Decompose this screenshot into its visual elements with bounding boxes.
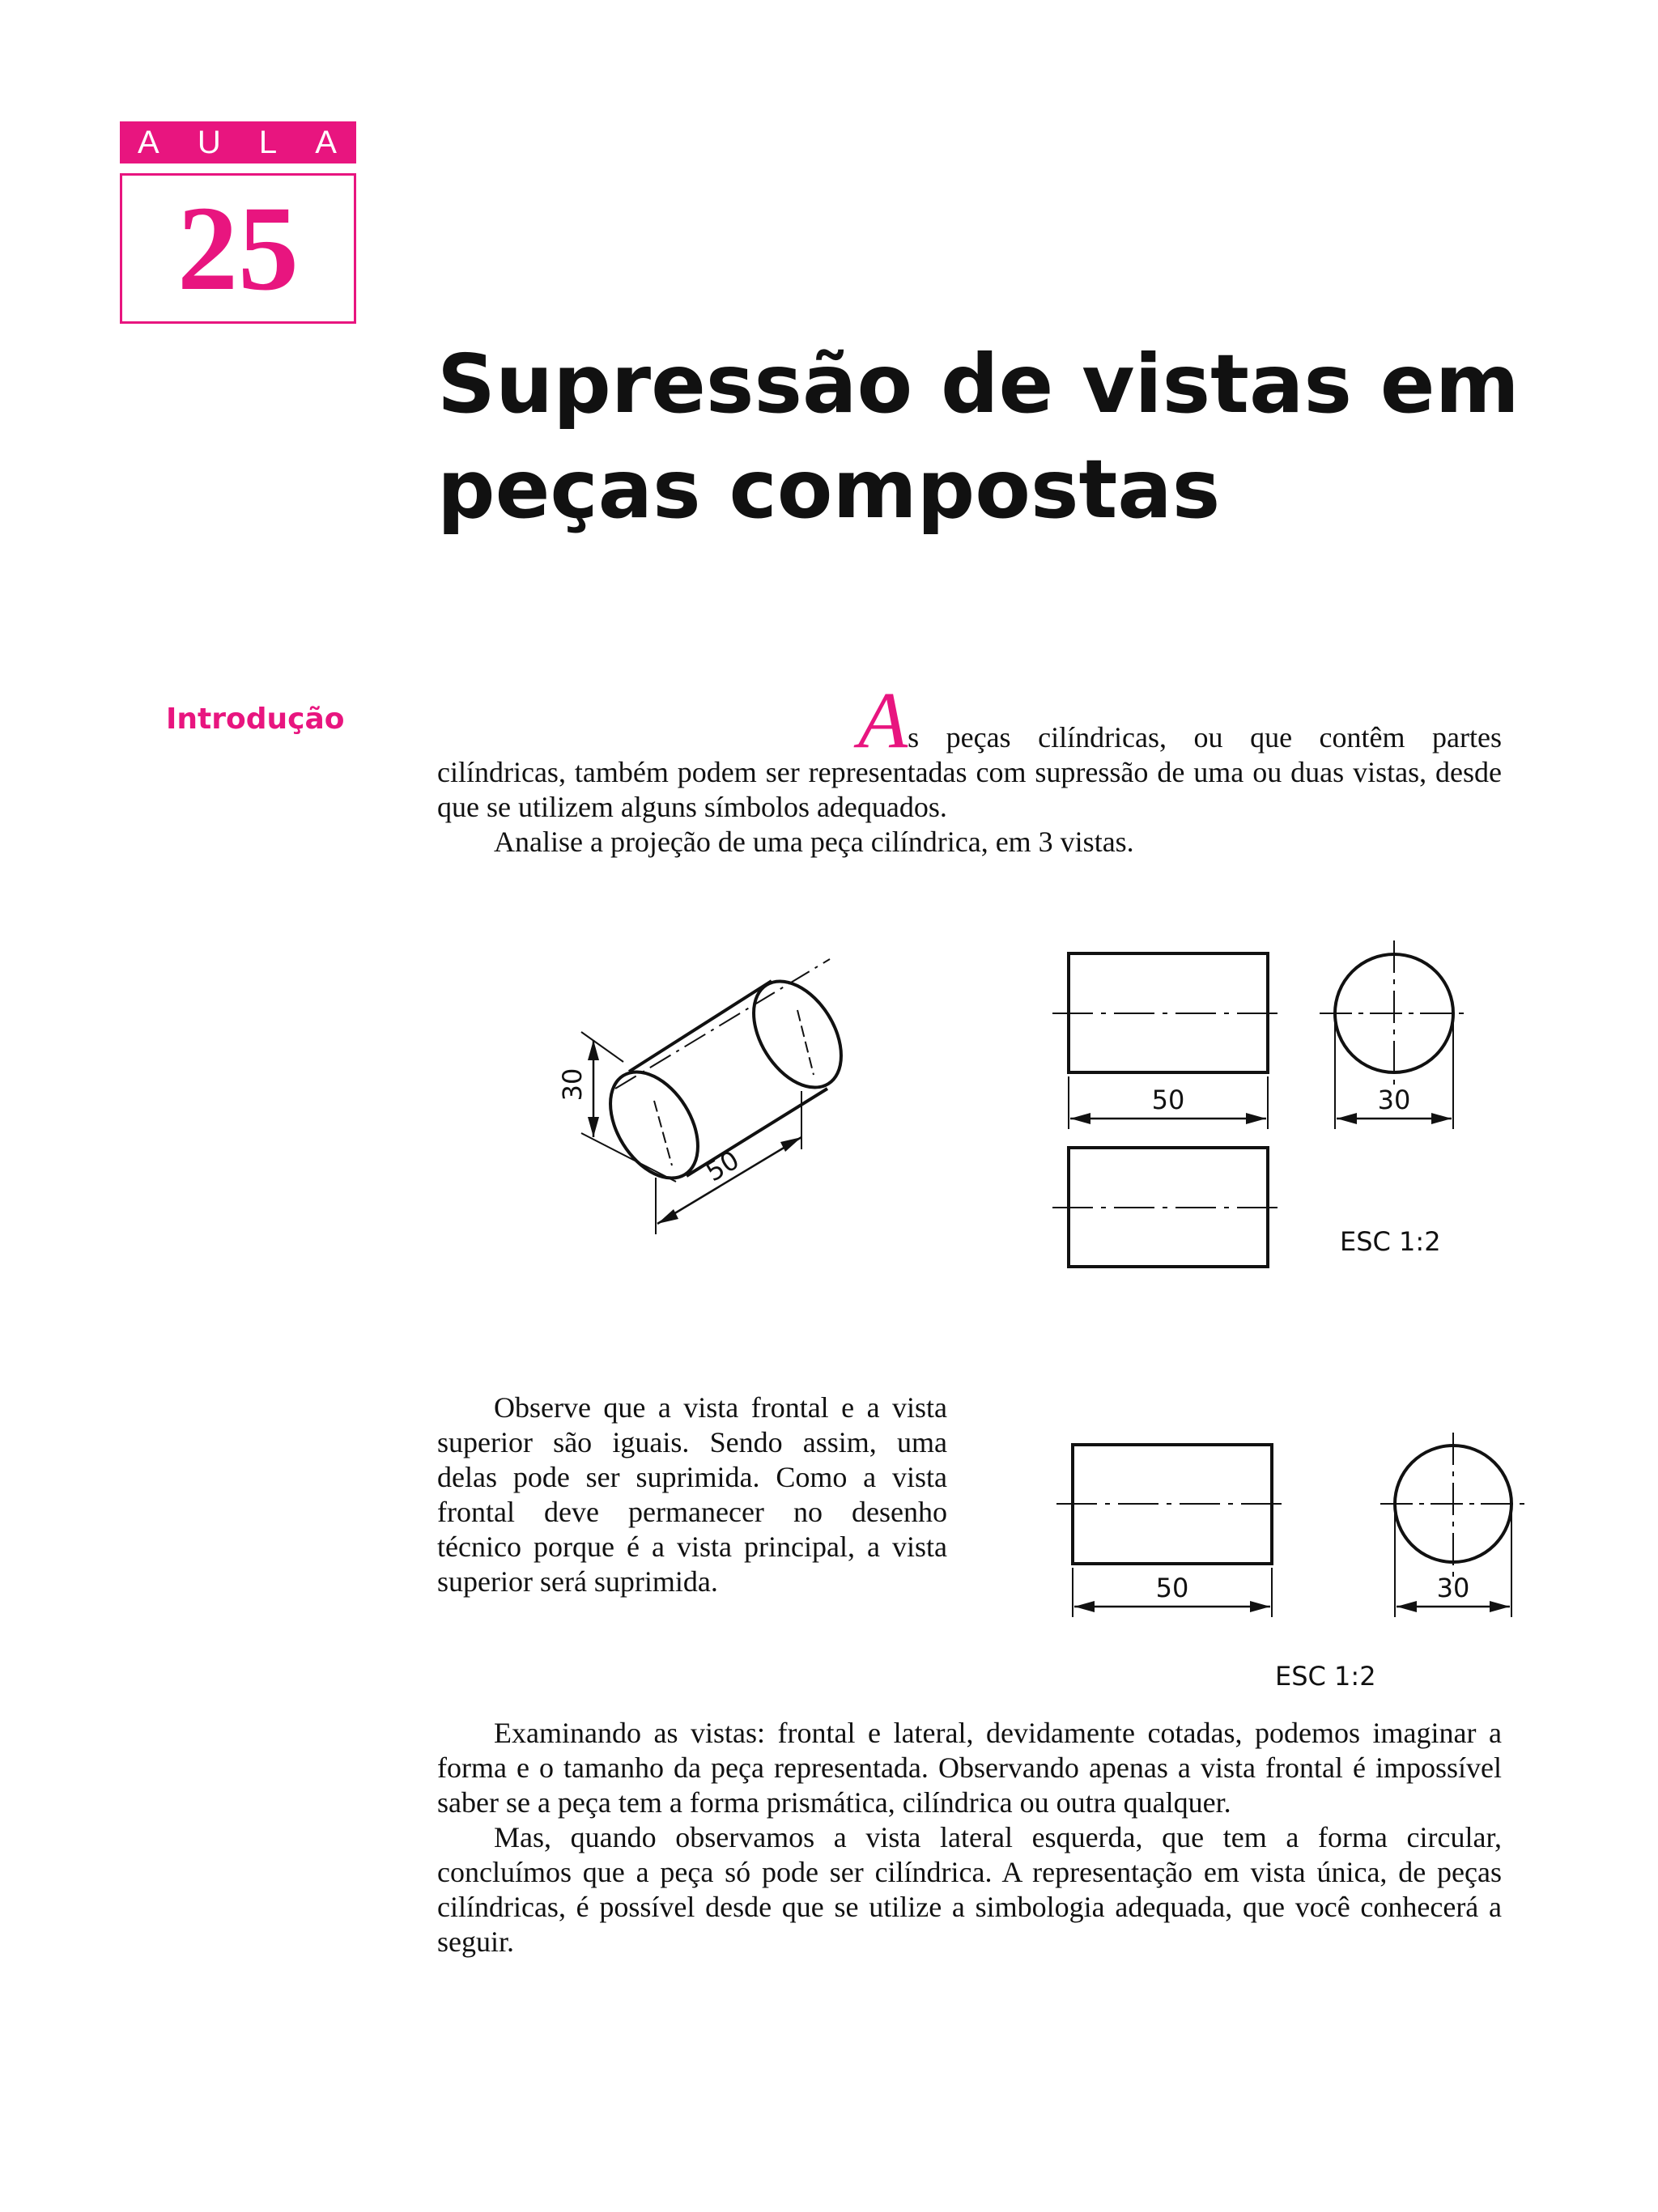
examining-text [437, 1716, 1502, 1959]
top-view [1052, 1148, 1286, 1267]
observe-paragraph: Observe que a vista frontal e a vista superior são iguais. Sendo assim, uma delas pode ser suprimida. Como a vista frontal deve permanecer no desenho técnico porque é a vista principal, a vista superior será suprimida. [437, 1391, 947, 1598]
iso-dimension-length: 50 [700, 1144, 745, 1188]
isometric-cylinder [581, 959, 859, 1234]
observe-text [437, 1390, 947, 1599]
examining-paragraph-2: Mas, quando observamos a vista lateral esquerda, que tem a forma circular, concluímos que a peça só pode ser cilíndrica. A representação em vista única, de peças cilíndricas, é possível desde que se utilize a simbologia adequada, que você conhecerá a seguir. [437, 1821, 1502, 1958]
intro-paragraph-1-text: s peças cilíndricas, ou que contêm partes cilíndricas, também podem ser representadas com supressão de uma ou duas vistas, desde que se utilizem alguns símbolos adequados. [437, 721, 1502, 823]
iso-dimension-diameter: 30 [557, 1068, 588, 1102]
scale-label: ESC 1:2 [1340, 1226, 1441, 1257]
front-view-dimension: 50 [1151, 1085, 1185, 1115]
lesson-label-letter: U [197, 124, 223, 160]
lesson-label-letter: A [138, 124, 161, 160]
intro-paragraph-2: Analise a projeção de uma peça cilíndrica, em 3 vistas. [494, 826, 1134, 858]
section-label: Introdução [166, 703, 345, 736]
page-title-line-1: Supressão de vistas em [437, 337, 1520, 431]
drop-cap: A [858, 675, 908, 765]
page-title-line-2: peças compostas [437, 442, 1221, 537]
side-view-2-dimension: 30 [1436, 1573, 1470, 1603]
lesson-number: 25 [177, 181, 299, 316]
scale-label-2: ESC 1:2 [1275, 1661, 1376, 1692]
examining-paragraph-1: Examinando as vistas: frontal e lateral, devidamente cotadas, podemos imaginar a forma e o tamanho da peça representada. Observando apenas a vista frontal é impossível saber se a peça tem a forma prismática, cilíndrica ou outra qualquer. [437, 1717, 1502, 1819]
front-view-2-dimension: 50 [1155, 1573, 1189, 1603]
lesson-label-letter: A [315, 124, 338, 160]
lesson-label-letter: L [258, 124, 279, 160]
side-view-dimension: 30 [1377, 1085, 1411, 1115]
